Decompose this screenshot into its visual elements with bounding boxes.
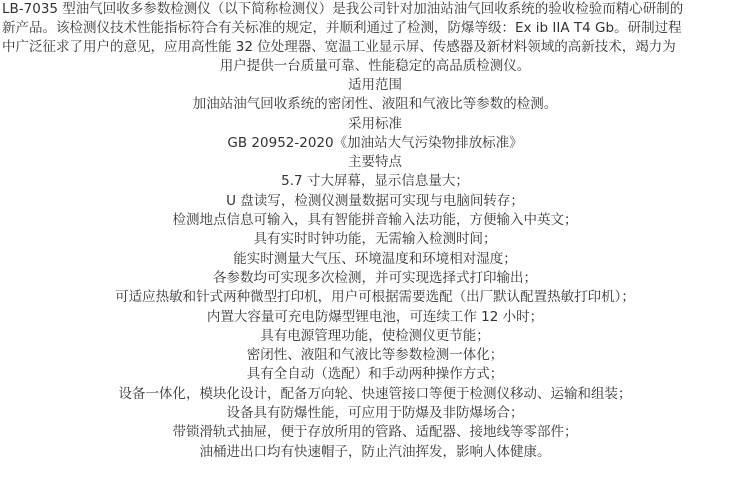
feature-item: 密闭性、液阻和气液比等参数检测一体化； [246, 347, 504, 364]
feature-item: 能实时测量大气压、环境温度和环境相对湿度； [233, 250, 517, 267]
features-list [2, 172, 748, 461]
standard-text: GB 20952-2020《加油站大气污染物排放标准》 [227, 134, 523, 151]
feature-item: 可适应热敏和针式两种微型打印机，用户可根据需要选配（出厂默认配置热敏打印机）； [115, 289, 635, 306]
feature-item: 具有全自动（选配）和手动两种操作方式； [246, 366, 504, 383]
feature-item: U 盘读写，检测仪测量数据可实现与电脑间转存； [226, 192, 524, 209]
feature-item: 检测地点信息可输入，具有智能拼音输入法功能，方便输入中英文； [172, 212, 578, 229]
feature-item: 油桶进出口均有快速帽子，防止汽油挥发，影响人体健康。 [199, 443, 551, 460]
feature-item: 内置大容量可充电防爆型锂电池，可连续工作 12 小时； [206, 308, 544, 325]
intro-line-2: 新产品。该检测仪技术性能指标符合有关标准的规定，并顺利通过了检测，防爆等级：Ex ib IIA T4 Gb。研制过程 [2, 20, 682, 36]
intro-line-4: 用户提供一台质量可靠、性能稳定的高品质检测仪。 [219, 58, 531, 74]
scope-text: 加油站油气回收系统的密闭性、液阻和气液比等参数的检测。 [192, 96, 558, 113]
feature-item: 5.7 寸大屏幕，显示信息量大； [281, 173, 469, 190]
feature-item: 设备具有防爆性能，可应用于防爆及非防爆场合； [226, 405, 524, 422]
features-heading: 主要特点 [348, 154, 402, 171]
standard-heading: 采用标准 [348, 115, 402, 132]
intro-line-1: LB-7035 型油气回收多参数检测仪（以下简称检测仪）是我公司针对加油站油气回收系统的验收检验而精心研制的 [2, 1, 684, 17]
feature-item: 各参数均可实现多次检测，并可实现选择式打印输出； [213, 269, 537, 286]
scope-heading: 适用范围 [348, 77, 402, 93]
feature-item: 具有实时时钟功能，无需输入检测时间； [253, 231, 497, 248]
intro-line-3: 中广泛征求了用户的意见，应用高性能 32 位处理器、宽温工业显示屏、传感器及新材料领域的高新技术，竭力为 [2, 39, 676, 55]
feature-item: 设备一体化，模块化设计，配备万向轮、快速管接口等便于检测仪移动、运输和组装； [118, 385, 632, 402]
feature-item: 带锁滑轨式抽屉，便于存放所用的管路、适配器、接地线等零部件； [172, 424, 578, 441]
feature-item: 具有电源管理功能，使检测仪更节能； [260, 327, 490, 344]
